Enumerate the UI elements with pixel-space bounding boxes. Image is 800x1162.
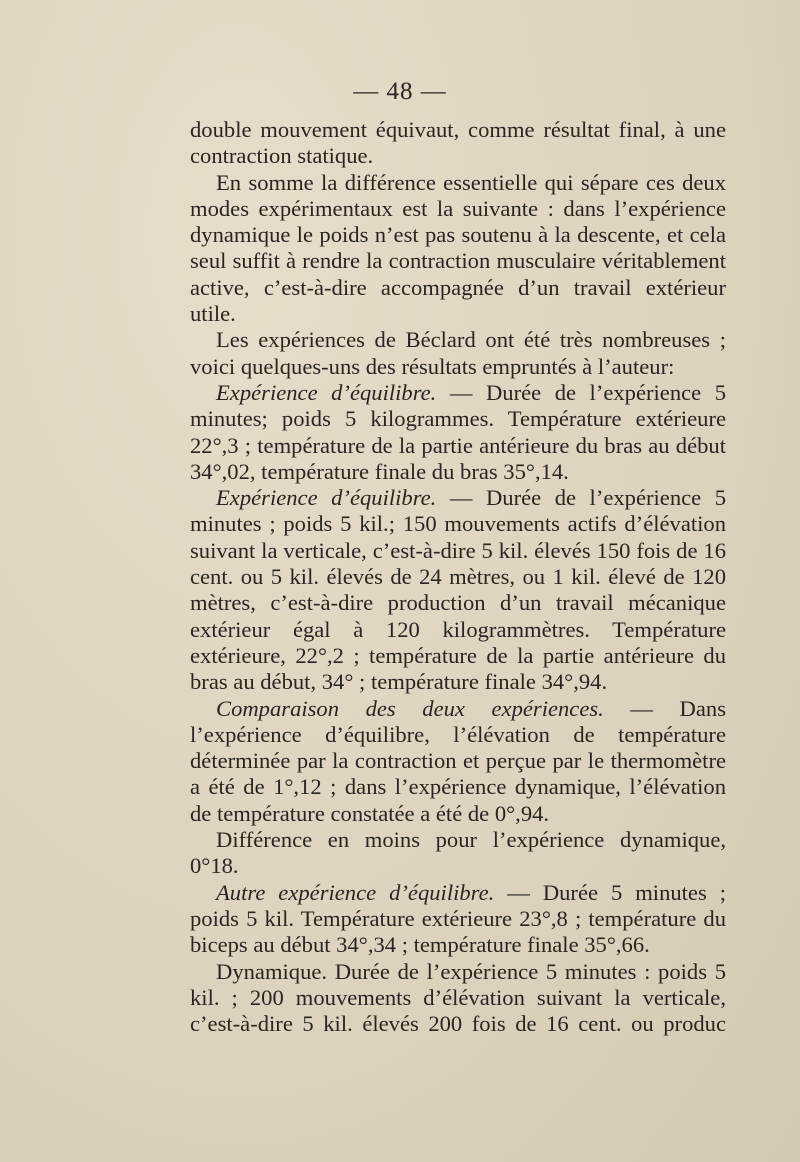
paragraph-body: — Durée 5 minutes ; poids 5 kil. Température extérieure 23°,8 ; température du biceps au début 34°,34 ; température finale 35°,66. — [190, 879, 726, 958]
paragraph — [190, 170, 726, 328]
paragraph — [190, 117, 726, 170]
paragraph — [190, 485, 726, 695]
paragraph-body: Différence en moins pour l’expérience dynamique, 0°18. — [190, 827, 726, 879]
paragraph-body: — Dans l’expérience d’équilibre, l’élévation de température déterminée par la contraction et perçue par le thermomètre a été de 1°,12 ; dans l’expérience dynamique, l’élévation de température constatée a été de 0°,94. — [190, 695, 726, 826]
page-number: — 48 — — [353, 78, 447, 105]
paragraph-lead: Autre expérience d’équilibre. — [216, 879, 495, 905]
paragraph-body: Les expériences de Béclard ont été très nombreuses ; voici quelques-uns des résultats empruntés à l’auteur: — [190, 327, 726, 379]
paragraph-body: double mouvement équivaut, comme résultat final, à une contraction statique. — [190, 117, 726, 169]
body-text — [190, 117, 726, 1037]
paragraph — [190, 380, 726, 485]
paragraph — [190, 696, 726, 827]
paragraph — [190, 327, 726, 380]
paragraph-lead: Comparaison des deux expériences. — [216, 695, 604, 721]
paragraph-body: Dynamique. Durée de l’expérience 5 minutes : poids 5 kil. ; 200 mouvements d’élévation suivant la verticale, c’est-à-dire 5 kil. élevés 200 fois de 16 cent. ou produc — [190, 958, 726, 1037]
paragraph-body: — Durée de l’expérience 5 minutes ; poids 5 kil.; 150 mouvements actifs d’élévation suivant la verticale, c’est-à-dire 5 kil. élevés 150 fois de 16 cent. ou 5 kil. élevés de 24 mètres, ou 1 kil. élevé de 120 mètres, c’est-à-dire production d’un travail mécanique extérieur égal à 120 kilogrammètres. Température extérieure, 22°,2 ; température de la partie antérieure du bras au début, 34° ; température finale 34°,94. — [190, 485, 726, 695]
paragraph — [190, 959, 726, 1038]
paragraph — [190, 827, 726, 880]
paragraph-body: — Durée de l’expérience 5 minutes; poids 5 kilogrammes. Température extérieure 22°,3 ; température de la partie antérieure du bras au début 34°,02, température finale du bras 35°,14. — [190, 379, 726, 484]
paragraph-lead: Expérience d’équilibre. — [216, 485, 437, 511]
paragraph-body: En somme la différence essentielle qui sépare ces deux modes expérimentaux est la suivante : dans l’expérience dynamique le poids n’est pas soutenu à la descente, et cela seul suffit à rendre la contraction musculaire véritablement active, c’est-à-dire accompagnée d’un travail extérieur utile. — [190, 169, 726, 327]
paragraph — [190, 880, 726, 959]
paragraph-lead: Expérience d’équilibre. — [216, 379, 437, 405]
